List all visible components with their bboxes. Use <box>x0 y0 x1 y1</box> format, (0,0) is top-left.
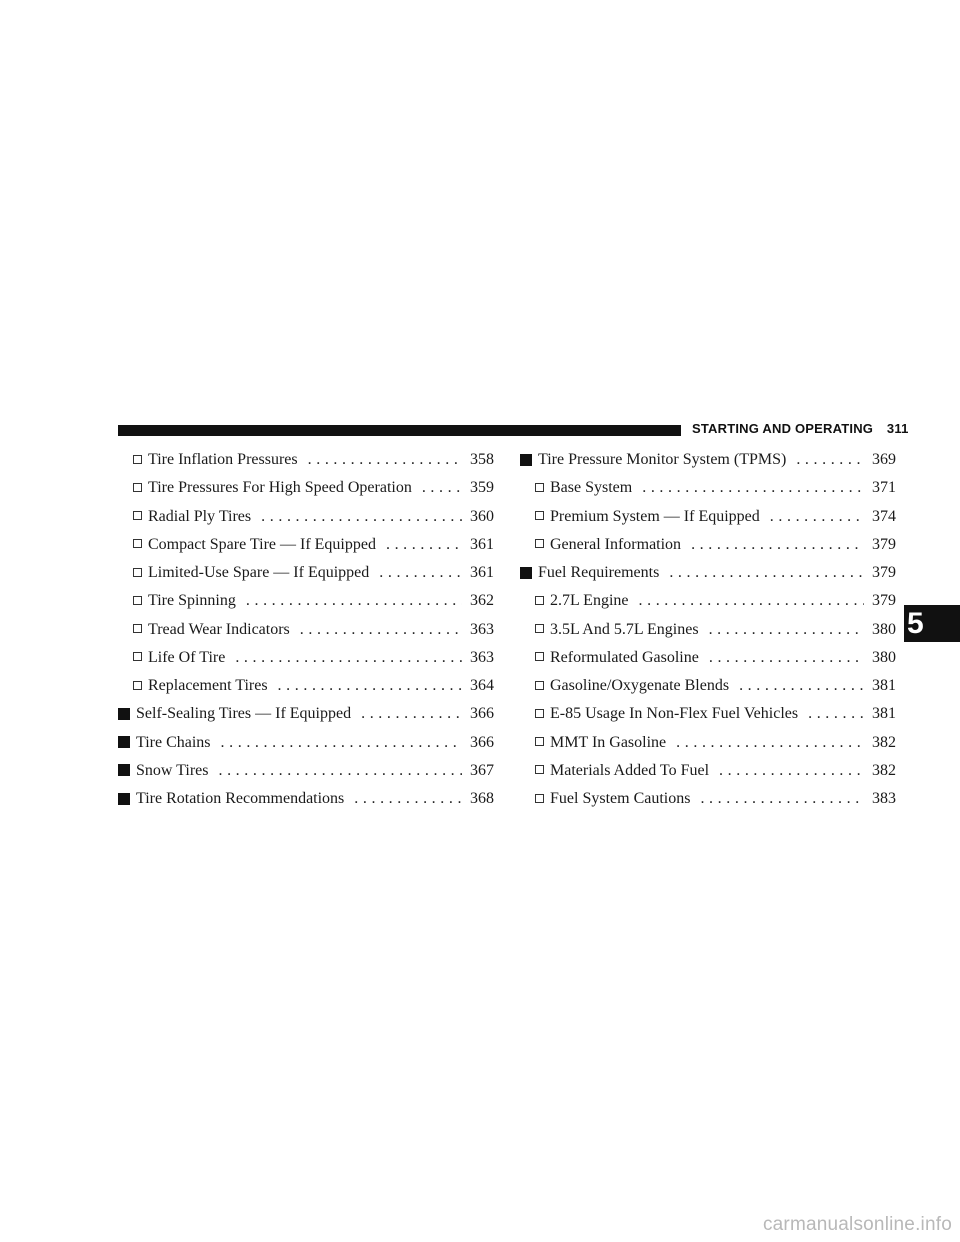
toc-entry[interactable] <box>118 531 494 559</box>
running-header <box>692 421 909 436</box>
toc-entry-page: 369 <box>872 451 896 469</box>
hollow-square-bullet-icon <box>535 794 544 803</box>
toc-entry-page: 383 <box>872 790 896 808</box>
toc-entry-label: E-85 Usage In Non-Flex Fuel Vehicles <box>550 705 799 723</box>
dot-leader <box>235 649 462 667</box>
toc-entry-page: 381 <box>872 677 896 695</box>
dot-leader <box>261 508 462 526</box>
dot-leader <box>808 705 864 723</box>
hollow-square-bullet-icon <box>535 483 544 492</box>
toc-entry-label: Tire Rotation Recommendations <box>136 790 345 808</box>
toc-entry-page: 379 <box>872 564 896 582</box>
dot-leader <box>218 762 462 780</box>
dot-leader <box>639 592 865 610</box>
dot-leader <box>691 536 864 554</box>
toc-entry-label: Snow Tires <box>136 761 209 779</box>
toc-entry-page: 380 <box>872 620 896 638</box>
toc-entry-label: Premium System — If Equipped <box>550 507 760 525</box>
section-title: STARTING AND OPERATING <box>692 421 874 436</box>
hollow-square-bullet-icon <box>535 681 544 690</box>
hollow-square-bullet-icon <box>133 568 142 577</box>
toc-entry[interactable] <box>118 672 494 700</box>
toc-entry-label: Tire Pressures For High Speed Operation <box>148 479 412 497</box>
filled-square-bullet-icon <box>118 708 130 720</box>
hollow-square-bullet-icon <box>133 511 142 520</box>
hollow-square-bullet-icon <box>535 539 544 548</box>
toc-entry-label: Base System <box>550 479 633 497</box>
chapter-tab <box>904 605 960 642</box>
toc-entry-label: Tire Chains <box>136 733 211 751</box>
toc-entry-page: 364 <box>470 677 494 695</box>
dot-leader <box>669 564 864 582</box>
hollow-square-bullet-icon <box>535 737 544 746</box>
hollow-square-bullet-icon <box>535 624 544 633</box>
toc-entry-label: Tire Inflation Pressures <box>148 451 298 469</box>
toc-entry[interactable] <box>520 785 896 813</box>
hollow-square-bullet-icon <box>535 652 544 661</box>
dot-leader <box>739 677 864 695</box>
dot-leader <box>770 508 864 526</box>
toc-entry-label: Limited-Use Spare — If Equipped <box>148 564 370 582</box>
dot-leader <box>308 451 462 469</box>
toc-right-column <box>520 446 896 813</box>
dot-leader <box>642 479 864 497</box>
toc-entry-page: 363 <box>470 648 494 666</box>
toc-entry-page: 371 <box>872 479 896 497</box>
dot-leader <box>246 592 462 610</box>
dot-leader <box>709 649 864 667</box>
toc-entry-page: 379 <box>872 535 896 553</box>
toc-entry-label: MMT In Gasoline <box>550 733 667 751</box>
toc-entry-label: Materials Added To Fuel <box>550 761 710 779</box>
toc-entry-page: 380 <box>872 648 896 666</box>
dot-leader <box>676 734 864 752</box>
toc-entry-label: 2.7L Engine <box>550 592 629 610</box>
toc-entry-page: 360 <box>470 507 494 525</box>
hollow-square-bullet-icon <box>133 539 142 548</box>
watermark: carmanualsonline.info <box>762 1214 952 1235</box>
toc-entry-page: 359 <box>470 479 494 497</box>
toc-entry-label: Gasoline/Oxygenate Blends <box>550 677 730 695</box>
hollow-square-bullet-icon <box>133 652 142 661</box>
hollow-square-bullet-icon <box>535 709 544 718</box>
toc-entry-page: 368 <box>470 790 494 808</box>
toc-entry-label: General Information <box>550 535 682 553</box>
toc-entry[interactable] <box>520 474 896 502</box>
hollow-square-bullet-icon <box>133 624 142 633</box>
dot-leader <box>422 479 462 497</box>
toc-entry-page: 382 <box>872 761 896 779</box>
toc-entry-page: 367 <box>470 761 494 779</box>
filled-square-bullet-icon <box>118 793 130 805</box>
toc-entry[interactable] <box>118 446 494 474</box>
toc-entry[interactable] <box>118 587 494 615</box>
toc-entry[interactable] <box>118 700 494 728</box>
toc-entry[interactable] <box>520 616 896 644</box>
toc-left-column <box>118 446 494 813</box>
dot-leader <box>361 705 462 723</box>
hollow-square-bullet-icon <box>133 483 142 492</box>
toc-entry-page: 366 <box>470 733 494 751</box>
toc-entry-label: Fuel Requirements <box>538 564 660 582</box>
toc-entry[interactable] <box>520 531 896 559</box>
toc-entry[interactable] <box>118 757 494 785</box>
dot-leader <box>221 734 462 752</box>
toc-entry-label: Tread Wear Indicators <box>148 620 290 638</box>
chapter-number: 5 <box>907 607 924 640</box>
toc-entry-label: Fuel System Cautions <box>550 790 691 808</box>
toc-entry-page: 379 <box>872 592 896 610</box>
toc-entry[interactable] <box>520 559 896 587</box>
toc-entry-page: 362 <box>470 592 494 610</box>
toc-entry[interactable] <box>118 503 494 531</box>
toc-entry[interactable] <box>118 644 494 672</box>
toc-entry-page: 361 <box>470 535 494 553</box>
filled-square-bullet-icon <box>118 764 130 776</box>
filled-square-bullet-icon <box>520 454 532 466</box>
toc-entry-page: 361 <box>470 564 494 582</box>
hollow-square-bullet-icon <box>535 765 544 774</box>
dot-leader <box>379 564 462 582</box>
toc-entry-label: Replacement Tires <box>148 677 268 695</box>
hollow-square-bullet-icon <box>535 596 544 605</box>
dot-leader <box>386 536 462 554</box>
toc-entry[interactable] <box>520 446 896 474</box>
header-rule <box>118 425 681 436</box>
toc-entry[interactable] <box>520 672 896 700</box>
toc-entry-label: Tire Pressure Monitor System (TPMS) <box>538 451 787 469</box>
toc-entry-page: 366 <box>470 705 494 723</box>
toc-entry-page: 382 <box>872 733 896 751</box>
toc-entry-label: Reformulated Gasoline <box>550 648 699 666</box>
page-number: 311 <box>886 421 909 436</box>
filled-square-bullet-icon <box>520 567 532 579</box>
toc-entry-page: 363 <box>470 620 494 638</box>
dot-leader <box>700 790 864 808</box>
toc-entry[interactable] <box>520 503 896 531</box>
toc-entry-label: Radial Ply Tires <box>148 507 252 525</box>
filled-square-bullet-icon <box>118 736 130 748</box>
toc-entry[interactable] <box>118 616 494 644</box>
toc-entry-label: Self-Sealing Tires — If Equipped <box>136 705 352 723</box>
toc-entry[interactable] <box>118 474 494 502</box>
dot-leader <box>354 790 462 808</box>
dot-leader <box>709 621 864 639</box>
toc-entry[interactable] <box>118 729 494 757</box>
dot-leader <box>719 762 864 780</box>
toc-entry[interactable] <box>520 644 896 672</box>
hollow-square-bullet-icon <box>133 681 142 690</box>
toc-entry[interactable] <box>520 757 896 785</box>
toc-entry-label: Tire Spinning <box>148 592 236 610</box>
hollow-square-bullet-icon <box>133 455 142 464</box>
toc-entry-label: Life Of Tire <box>148 648 226 666</box>
toc-entry[interactable] <box>118 559 494 587</box>
toc-entry[interactable] <box>118 785 494 813</box>
toc-entry[interactable] <box>520 587 896 615</box>
hollow-square-bullet-icon <box>535 511 544 520</box>
dot-leader <box>300 621 462 639</box>
toc-entry[interactable] <box>520 729 896 757</box>
toc-entry-page: 381 <box>872 705 896 723</box>
toc-entry[interactable] <box>520 700 896 728</box>
toc-entry-label: 3.5L And 5.7L Engines <box>550 620 699 638</box>
hollow-square-bullet-icon <box>133 596 142 605</box>
toc-entry-page: 358 <box>470 451 494 469</box>
dot-leader <box>278 677 462 695</box>
toc-entry-label: Compact Spare Tire — If Equipped <box>148 535 376 553</box>
toc-entry-page: 374 <box>872 507 896 525</box>
dot-leader <box>796 451 864 469</box>
